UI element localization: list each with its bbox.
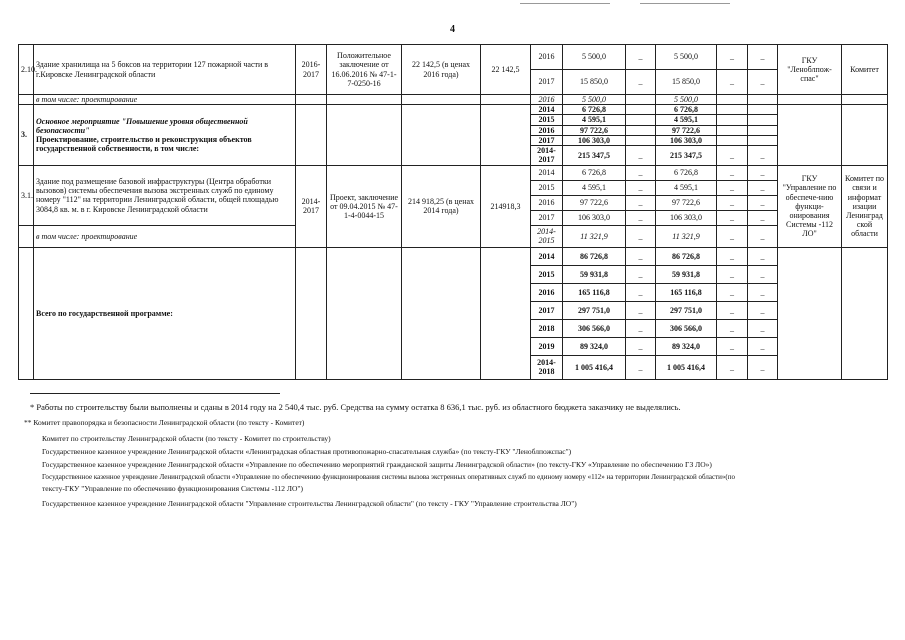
- amount-other: _: [748, 283, 778, 301]
- design-label: в том числе: проектирование: [34, 95, 296, 105]
- amount-other: _: [748, 210, 778, 225]
- amount-total: 4 595,1: [563, 180, 626, 195]
- year: 2014: [531, 105, 563, 115]
- amount-regional: 297 751,0: [656, 301, 717, 319]
- amount-regional: 6 726,8: [656, 105, 717, 115]
- amount-federal: _: [626, 283, 656, 301]
- customer: Комитет: [842, 45, 888, 95]
- year: 2016: [531, 125, 563, 135]
- amount-regional: 97 722,6: [656, 125, 717, 135]
- amount-regional: 4 595,1: [656, 180, 717, 195]
- amount-local: _: [717, 247, 748, 265]
- amount-local: _: [717, 180, 748, 195]
- amount-total: 106 303,0: [563, 210, 626, 225]
- amount-local: _: [717, 45, 748, 70]
- amount-other: _: [748, 265, 778, 283]
- program-table: [18, 44, 888, 380]
- year: 2018: [531, 319, 563, 337]
- footnote-3: Комитет по строительству Ленинградской области (по тексту - Комитет по строительству): [42, 434, 331, 443]
- amount-local: _: [717, 337, 748, 355]
- amount-regional: 59 931,8: [656, 265, 717, 283]
- executor: ГКУ "Управление по обеспече-нию функци-онирования Системы -112 ЛО": [778, 165, 842, 247]
- amount-federal: _: [626, 45, 656, 70]
- amount-regional: 6 726,8: [656, 165, 717, 180]
- amount-federal: _: [626, 355, 656, 379]
- amount-regional: 5 500,0: [656, 45, 717, 70]
- amount-local: _: [717, 319, 748, 337]
- footnote-rule: [30, 393, 280, 394]
- amount-total: 5 500,0: [563, 45, 626, 70]
- amount-total: 11 321,9: [563, 225, 626, 247]
- year: 2015: [531, 180, 563, 195]
- amount-total: 59 931,8: [563, 265, 626, 283]
- amount-local: _: [717, 225, 748, 247]
- footnote-8: Государственное казенное учреждение Ленинградской области "Управление строительства Ленинградской области" (по тексту - ГКУ "Управление строительства ЛО"): [42, 499, 577, 508]
- executor: ГКУ "Леноблпож-спас": [778, 45, 842, 95]
- table-row: [19, 105, 888, 115]
- amount-federal: _: [626, 337, 656, 355]
- footnote-4: Государственное казенное учреждение Ленинградской области «Ленинградская областная противопожарно-спасательная служба» (по тексту-ГКУ "Леноблпожспас"): [42, 447, 572, 456]
- amount-regional: 4 595,1: [656, 115, 717, 125]
- amount-total: 297 751,0: [563, 301, 626, 319]
- table-row: [19, 45, 888, 70]
- amount-other: _: [748, 301, 778, 319]
- amount-regional: 15 850,0: [656, 70, 717, 95]
- amount-total: 97 722,6: [563, 125, 626, 135]
- amount-regional: 5 500,0: [656, 95, 717, 105]
- row-number: 2.10.: [19, 45, 34, 95]
- section-title: [34, 105, 296, 166]
- amount-other: _: [748, 165, 778, 180]
- amount-federal: _: [626, 210, 656, 225]
- amount-other: _: [748, 195, 778, 210]
- table-row: [19, 165, 888, 180]
- amount-regional: 306 566,0: [656, 319, 717, 337]
- table-row: [19, 247, 888, 265]
- section-title-1: Основное мероприятие "Повышение уровня общественной безопасности": [36, 116, 248, 135]
- footnote-5: Государственное казенное учреждение Ленинградской области «Управление по обеспечению мероприятий гражданской защиты Ленинградской области» (по тексту-ГКУ «Управление по обеспечению ГЗ ЛО»): [42, 460, 712, 469]
- top-edge-line-left: [520, 3, 610, 4]
- amount-federal: _: [626, 247, 656, 265]
- amount-regional: 11 321,9: [656, 225, 717, 247]
- year: 2014-2018: [531, 355, 563, 379]
- amount-total: 97 722,6: [563, 195, 626, 210]
- total-cost: 214918,3: [481, 165, 531, 247]
- amount-other: _: [748, 355, 778, 379]
- amount-federal: _: [626, 225, 656, 247]
- amount-other: _: [748, 337, 778, 355]
- estimated-cost: 214 918,25 (в ценах 2014 года): [402, 165, 481, 247]
- footnote-7: тексту-ГКУ "Управление по обеспечению функционирования Системы -112 ЛО"): [42, 484, 303, 493]
- amount-total: 5 500,0: [563, 95, 626, 105]
- amount-regional: 97 722,6: [656, 195, 717, 210]
- amount-federal: _: [626, 145, 656, 165]
- year: 2016: [531, 195, 563, 210]
- footnote-2: ** Комитет правопорядка и безопасности Ленинградской области (по тексту - Комитет): [24, 418, 305, 427]
- amount-total: 4 595,1: [563, 115, 626, 125]
- object-name: Здание под размещение базовой инфраструктуры (Центра обработки вызовов) системы обеспечения вызова экстренных служб по единому номеру "112" на территории Ленинградской области, общей площадью 3084,8 кв. м. в г. Кировске Ленинградской области: [34, 165, 296, 225]
- amount-local: _: [717, 283, 748, 301]
- customer: Комитет по связи и информат изации Ленинград ской области: [842, 165, 888, 247]
- amount-other: _: [748, 225, 778, 247]
- amount-local: _: [717, 70, 748, 95]
- amount-total: 89 324,0: [563, 337, 626, 355]
- amount-total: 306 566,0: [563, 319, 626, 337]
- amount-regional: 215 347,5: [656, 145, 717, 165]
- amount-federal: _: [626, 301, 656, 319]
- amount-local: _: [717, 210, 748, 225]
- year: 2016: [531, 95, 563, 105]
- amount-federal: _: [626, 165, 656, 180]
- year: 2017: [531, 135, 563, 145]
- estimated-cost: 22 142,5 (в ценах 2016 года): [402, 45, 481, 95]
- amount-regional: 106 303,0: [656, 210, 717, 225]
- grand-total-label: Всего по государственной программе:: [34, 247, 296, 379]
- amount-other: _: [748, 319, 778, 337]
- footnote-6: Государственное казенное учреждение Ленинградской области «Управление по обеспечению функционирования системы вызова экстренных оперативных служб по единому номеру «112» на территории Ленинградской области»(по: [42, 473, 735, 481]
- document: Положительное заключение от 16.06.2016 № 47-1-7-0250-16: [327, 45, 402, 95]
- amount-regional: 86 726,8: [656, 247, 717, 265]
- year: 2016: [531, 283, 563, 301]
- amount-federal: _: [626, 265, 656, 283]
- amount-total: 165 116,8: [563, 283, 626, 301]
- year: 2017: [531, 301, 563, 319]
- amount-regional: 1 005 416,4: [656, 355, 717, 379]
- section-title-2: Проектирование, строительство и реконструкция объектов государственной собственности, в том числе:: [36, 135, 252, 154]
- amount-other: _: [748, 45, 778, 70]
- year: 2017: [531, 210, 563, 225]
- amount-local: _: [717, 301, 748, 319]
- amount-federal: _: [626, 319, 656, 337]
- amount-total: 86 726,8: [563, 247, 626, 265]
- row-number: 3.: [19, 105, 34, 166]
- total-cost: 22 142,5: [481, 45, 531, 95]
- amount-total: 6 726,8: [563, 105, 626, 115]
- amount-local: _: [717, 145, 748, 165]
- amount-local: _: [717, 165, 748, 180]
- amount-total: 106 303,0: [563, 135, 626, 145]
- amount-other: _: [748, 145, 778, 165]
- amount-regional: 106 303,0: [656, 135, 717, 145]
- year: 2019: [531, 337, 563, 355]
- amount-total: 6 726,8: [563, 165, 626, 180]
- period: 2014-2017: [296, 165, 327, 247]
- object-name: Здание хранилища на 5 боксов на территории 127 пожарной части в г.Кировске Ленинградской области: [34, 45, 296, 95]
- document: Проект, заключение от 09.04.2015 № 47-1-4-0044-15: [327, 165, 402, 247]
- page-number: 4: [450, 24, 455, 35]
- year: 2014: [531, 247, 563, 265]
- year: 2014: [531, 165, 563, 180]
- amount-other: _: [748, 70, 778, 95]
- year: 2015: [531, 115, 563, 125]
- amount-total: 1 005 416,4: [563, 355, 626, 379]
- footnote-1: * Работы по строительству были выполнены и сданы в 2014 году на 2 540,4 тыс. руб. Средства на сумму остатка 8 636,1 тыс. руб. из областного бюджета заказчику не выделялись.: [30, 402, 681, 412]
- amount-federal: _: [626, 195, 656, 210]
- amount-local: _: [717, 195, 748, 210]
- year: 2017: [531, 70, 563, 95]
- year: 2014-2017: [531, 145, 563, 165]
- amount-other: _: [748, 180, 778, 195]
- design-label: в том числе: проектирование: [34, 225, 296, 247]
- period: 2016-2017: [296, 45, 327, 95]
- amount-total: 15 850,0: [563, 70, 626, 95]
- table-row: [19, 95, 888, 105]
- amount-other: _: [748, 247, 778, 265]
- amount-regional: 165 116,8: [656, 283, 717, 301]
- amount-federal: _: [626, 70, 656, 95]
- year: 2014-2015: [531, 225, 563, 247]
- row-number: 3.1.: [19, 165, 34, 225]
- amount-local: _: [717, 265, 748, 283]
- year: 2015: [531, 265, 563, 283]
- amount-federal: _: [626, 180, 656, 195]
- top-edge-line-right: [640, 3, 730, 4]
- year: 2016: [531, 45, 563, 70]
- amount-total: 215 347,5: [563, 145, 626, 165]
- amount-local: _: [717, 355, 748, 379]
- amount-regional: 89 324,0: [656, 337, 717, 355]
